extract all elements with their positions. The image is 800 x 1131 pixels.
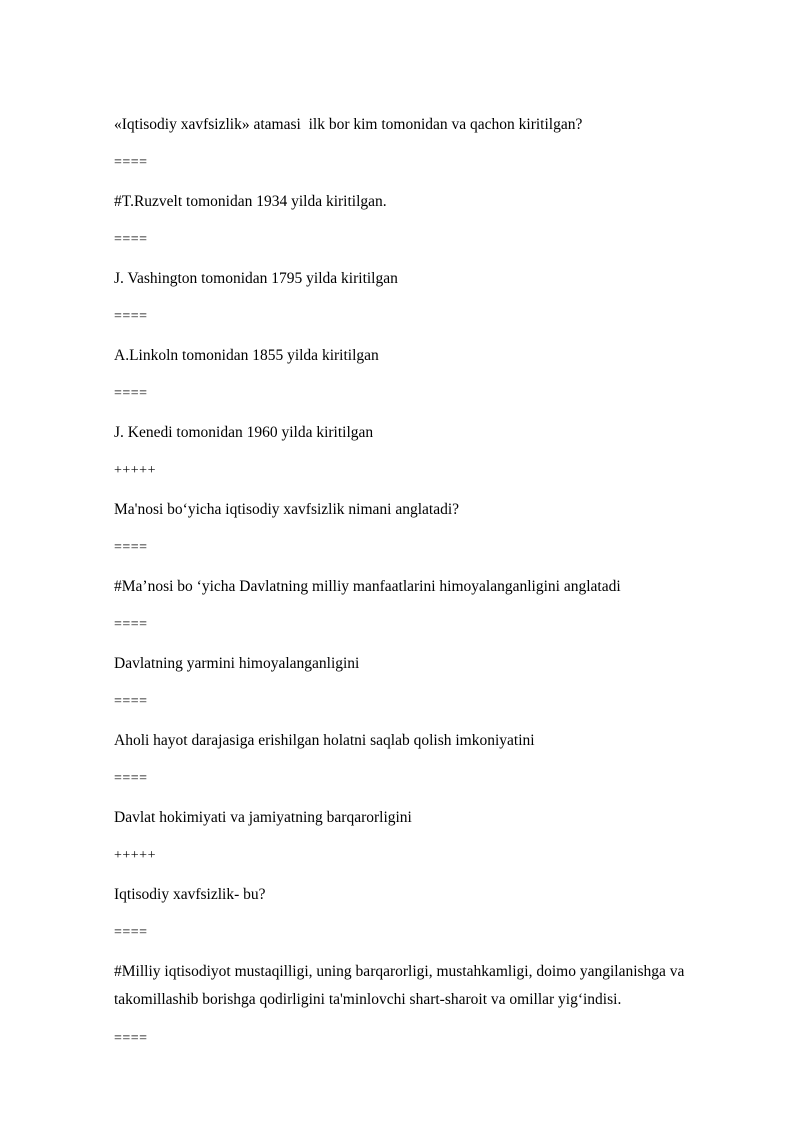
separator: ==== <box>114 617 148 632</box>
question-1: «Iqtisodiy xavfsizlik» atamasi ilk bor kim tomonidan va qachon kiritilgan? <box>114 116 583 133</box>
separator: ==== <box>114 1031 148 1046</box>
answer-correct: #Ma’nosi bo ‘yicha Davlatning milliy manfaatlarini himoyalanganligini anglatadi <box>114 578 621 595</box>
answer-option: J. Vashington tomonidan 1795 yilda kiritilgan <box>114 270 398 287</box>
answer-option: Davlatning yarmini himoyalanganligini <box>114 655 360 672</box>
question-3: Iqtisodiy xavfsizlik- bu? <box>114 886 266 903</box>
separator: ==== <box>114 386 148 401</box>
question-separator: +++++ <box>114 848 156 863</box>
answer-option: Davlat hokimiyati va jamiyatning barqarorligini <box>114 809 412 826</box>
question-separator: +++++ <box>114 463 156 478</box>
answer-option: A.Linkoln tomonidan 1855 yilda kiritilgan <box>114 347 379 364</box>
answer-option: J. Kenedi tomonidan 1960 yilda kiritilgan <box>114 424 374 441</box>
separator: ==== <box>114 694 148 709</box>
separator: ==== <box>114 232 148 247</box>
separator: ==== <box>114 540 148 555</box>
answer-correct: #Milliy iqtisodiyot mustaqilligi, uning barqarorligi, mustahkamligi, doimo yangilanishga va takomillashib borishga qodirligini ta'minlovchi shart-sharoit va omillar yig‘indisi. <box>114 963 689 1008</box>
question-2: Ma'nosi bo‘yicha iqtisodiy xavfsizlik nimani anglatadi? <box>114 501 460 518</box>
answer-option: Aholi hayot darajasiga erishilgan holatni saqlab qolish imkoniyatini <box>114 732 535 749</box>
separator: ==== <box>114 155 148 170</box>
separator: ==== <box>114 309 148 324</box>
separator: ==== <box>114 925 148 940</box>
answer-correct: #T.Ruzvelt tomonidan 1934 yilda kiritilgan. <box>114 193 387 210</box>
separator: ==== <box>114 771 148 786</box>
